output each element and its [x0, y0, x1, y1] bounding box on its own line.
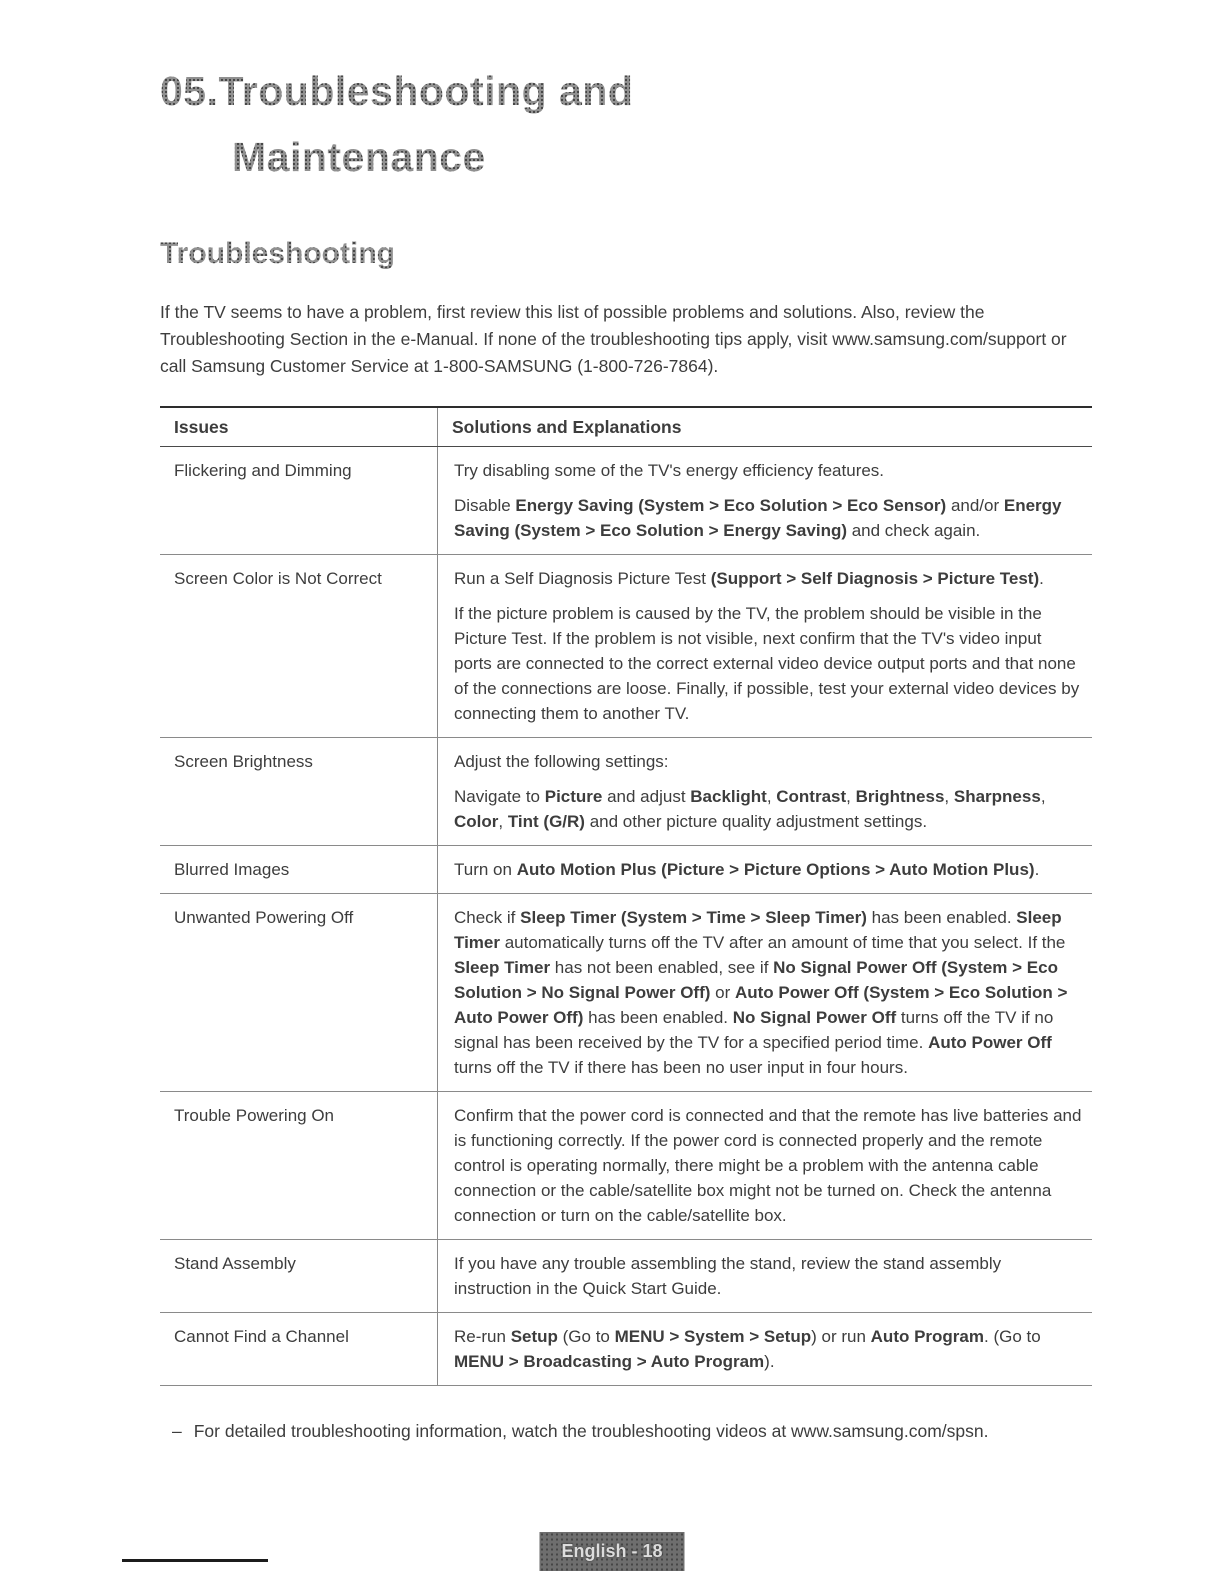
solution-paragraph: If the picture problem is caused by the TV, the problem should be visible in the Picture Test. If the problem is not visible, next confirm that the TV's video input ports are connected to the correct external video device output ports and that none of the connections are loose. Finally, if possible, test your external video devices by connecting them to another TV.	[454, 603, 1080, 723]
table-row	[160, 894, 1092, 1092]
table-row	[160, 1092, 1092, 1240]
table-row	[160, 738, 1092, 846]
footnote-text: For detailed troubleshooting information, watch the troubleshooting videos at www.samsung.com/spsn.	[193, 1420, 989, 1441]
chapter-title-line2: Maintenance	[232, 134, 486, 181]
solution-cell	[438, 1313, 1092, 1385]
footnote-dash: –	[172, 1420, 182, 1441]
table-row	[160, 1240, 1092, 1313]
solution-cell	[438, 738, 1092, 845]
issue-cell: Screen Color is Not Correct	[160, 555, 438, 737]
solution-paragraph: Check if Sleep Timer (System > Time > Sleep Timer) has been enabled. Sleep Timer automatically turns off the TV after an amount of time that you select. If the Sleep Timer has not been enabled, see if No Signal Power Off (System > Eco Solution > No Signal Power Off) or Auto Power Off (System > Eco Solution > Auto Power Off) has been enabled. No Signal Power Off turns off the TV if no signal has been received by the TV for a specified period time. Auto Power Off turns off the TV if there has been no user input in four hours.	[454, 907, 1068, 1077]
column-header-solutions: Solutions and Explanations	[452, 416, 682, 437]
solution-cell	[438, 555, 1092, 737]
table-header-row	[160, 408, 1092, 447]
solution-paragraph: Adjust the following settings:	[454, 751, 669, 771]
chapter-title-line1: 05.Troubleshooting and	[160, 68, 634, 114]
issue-cell: Screen Brightness	[160, 738, 438, 845]
solution-paragraph: Confirm that the power cord is connected and that the remote has live batteries and is functioning correctly. If the power cord is connected properly and the remote control is operating normally, there might be a problem with the antenna cable connection or the cable/satellite box might not be turned on. Check the antenna connection or turn on the cable/satellite box.	[454, 1105, 1082, 1225]
chapter-title	[160, 58, 1092, 191]
solution-cell	[438, 447, 1092, 554]
page-content	[160, 58, 1092, 1444]
issue-cell: Blurred Images	[160, 846, 438, 893]
page-mark-line	[122, 1559, 268, 1562]
table-body	[160, 447, 1092, 1386]
table-row	[160, 447, 1092, 555]
column-header-issues: Issues	[160, 408, 438, 446]
solution-paragraph: If you have any trouble assembling the stand, review the stand assembly instruction in the Quick Start Guide.	[454, 1253, 1002, 1298]
table-row	[160, 555, 1092, 738]
solution-cell	[438, 1240, 1092, 1312]
solution-paragraph: Disable Energy Saving (System > Eco Solution > Eco Sensor) and/or Energy Saving (System > Eco Solution > Energy Saving) and check again.	[454, 495, 1062, 540]
solution-paragraph: Re-run Setup (Go to MENU > System > Setup) or run Auto Program. (Go to MENU > Broadcasting > Auto Program).	[454, 1326, 1041, 1371]
issue-cell: Stand Assembly	[160, 1240, 438, 1312]
issue-cell: Flickering and Dimming	[160, 447, 438, 554]
solution-cell	[438, 846, 1092, 893]
issue-cell: Cannot Find a Channel	[160, 1313, 438, 1385]
solution-paragraph: Run a Self Diagnosis Picture Test (Support > Self Diagnosis > Picture Test).	[454, 568, 1044, 588]
troubleshooting-table	[160, 406, 1092, 1386]
solution-paragraph: Turn on Auto Motion Plus (Picture > Picture Options > Auto Motion Plus).	[454, 859, 1040, 879]
footnote	[160, 1418, 1092, 1444]
issue-cell: Trouble Powering On	[160, 1092, 438, 1239]
solution-cell	[438, 894, 1092, 1091]
page-number-badge: English - 18	[539, 1532, 684, 1571]
solution-paragraph: Navigate to Picture and adjust Backlight, Contrast, Brightness, Sharpness, Color, Tint (G/R) and other picture quality adjustment settings.	[454, 786, 1046, 831]
table-row	[160, 1313, 1092, 1386]
solution-cell	[438, 1092, 1092, 1239]
section-heading: Troubleshooting	[160, 237, 1092, 271]
intro-paragraph: If the TV seems to have a problem, first review this list of possible problems and solutions. Also, review the Troubleshooting Section in the e-Manual. If none of the troubleshooting tips apply, visit www.samsung.com/support or call Samsung Customer Service at 1-800-SAMSUNG (1-800-726-7864).	[160, 301, 1067, 376]
issue-cell: Unwanted Powering Off	[160, 894, 438, 1091]
table-row	[160, 846, 1092, 894]
solution-paragraph: Try disabling some of the TV's energy efficiency features.	[454, 460, 885, 480]
